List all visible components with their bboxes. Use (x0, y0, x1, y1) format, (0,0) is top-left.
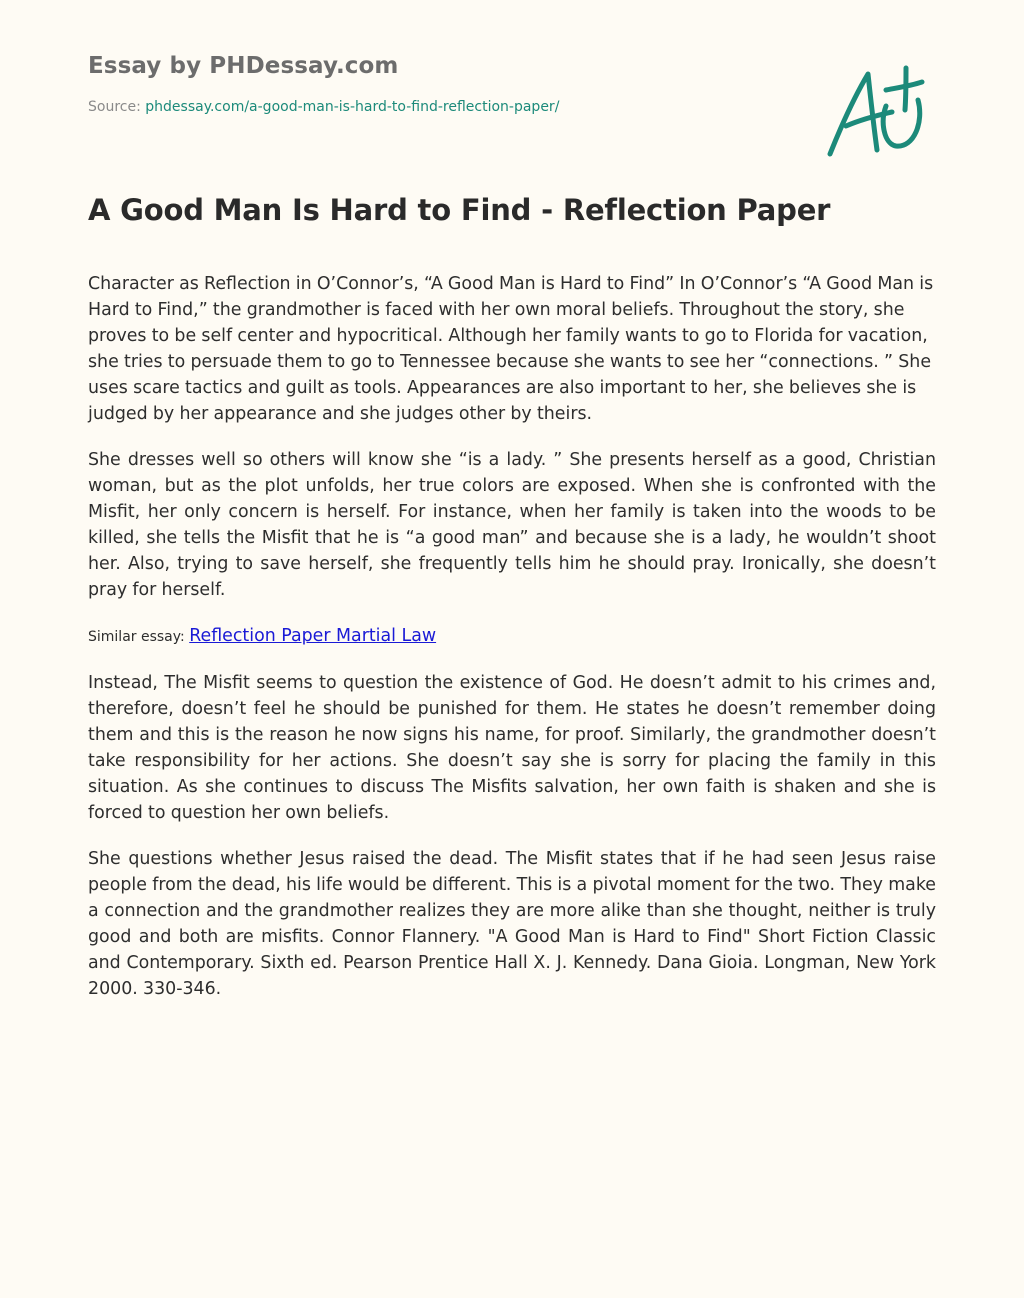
site-title: Essay by PHDessay.com (88, 53, 399, 79)
source-label: Source: (88, 99, 146, 115)
similar-essay-label: Similar essay: (88, 629, 190, 645)
source-line (88, 97, 788, 117)
essay-paragraph-3: Instead, The Misfit seems to question the existence of God. He doesn’t admit to his crimes and, therefore, doesn’t feel he should be punished for them. He states he doesn’t remember doing them and this is the reason he now signs his name, for proof. Similarly, the grandmother doesn’t take responsibility for her actions. She doesn’t say she is sorry for placing the family in this situation. As she continues to discuss The Misfits salvation, her own faith is shaken and she is forced to question her own beliefs. (88, 673, 936, 823)
page-header (88, 50, 788, 117)
source-link[interactable]: phdessay.com/a-good-man-is-hard-to-find-reflection-paper/ (145, 99, 560, 115)
essay-body (88, 271, 936, 1022)
similar-essay (88, 623, 936, 650)
document-title: A Good Man Is Hard to Find - Reflection Paper (88, 193, 831, 227)
essay-paragraph-4: She questions whether Jesus raised the dead. The Misfit states that if he had seen Jesus raise people from the dead, his life would be different. This is a pivotal moment for the two. They make a connection and the grandmother realizes they are more alike than she thought, neither is truly good and both are misfits. Connor Flannery. "A Good Man is Hard to Find" Short Fiction Classic and Contemporary. Sixth ed. Pearson Prentice Hall X. J. Kennedy. Dana Gioia. Longman, New York 2000. 330-346. (88, 849, 936, 999)
essay-paragraph-2: She dresses well so others will know she “is a lady. ” She presents herself as a good, Christian woman, but as the plot unfolds, her true colors are exposed. When she is confronted with the Misfit, her only concern is herself. For instance, when her family is taken into the woods to be killed, she tells the Misfit that he is “a good man” and because she is a lady, he wouldn’t shoot her. Also, trying to save herself, she frequently tells him he should pray. Ironically, she doesn’t pray for herself. (88, 450, 936, 600)
a-plus-grade-icon (822, 62, 932, 162)
similar-essay-link[interactable]: Reflection Paper Martial Law (189, 626, 437, 646)
essay-paragraph-1: Character as Reflection in O’Connor’s, “A Good Man is Hard to Find” In O’Connor’s “A Good Man is Hard to Find,” the grandmother is faced with her own moral beliefs. Throughout the story, she proves to be self center and hypocritical. Although her family wants to go to Florida for vacation, she tries to persuade them to go to Tennessee because she wants to see her “connections. ” She uses scare tactics and guilt as tools. Appearances are also important to her, she believes she is judged by her appearance and she judges other by theirs. (88, 274, 934, 424)
